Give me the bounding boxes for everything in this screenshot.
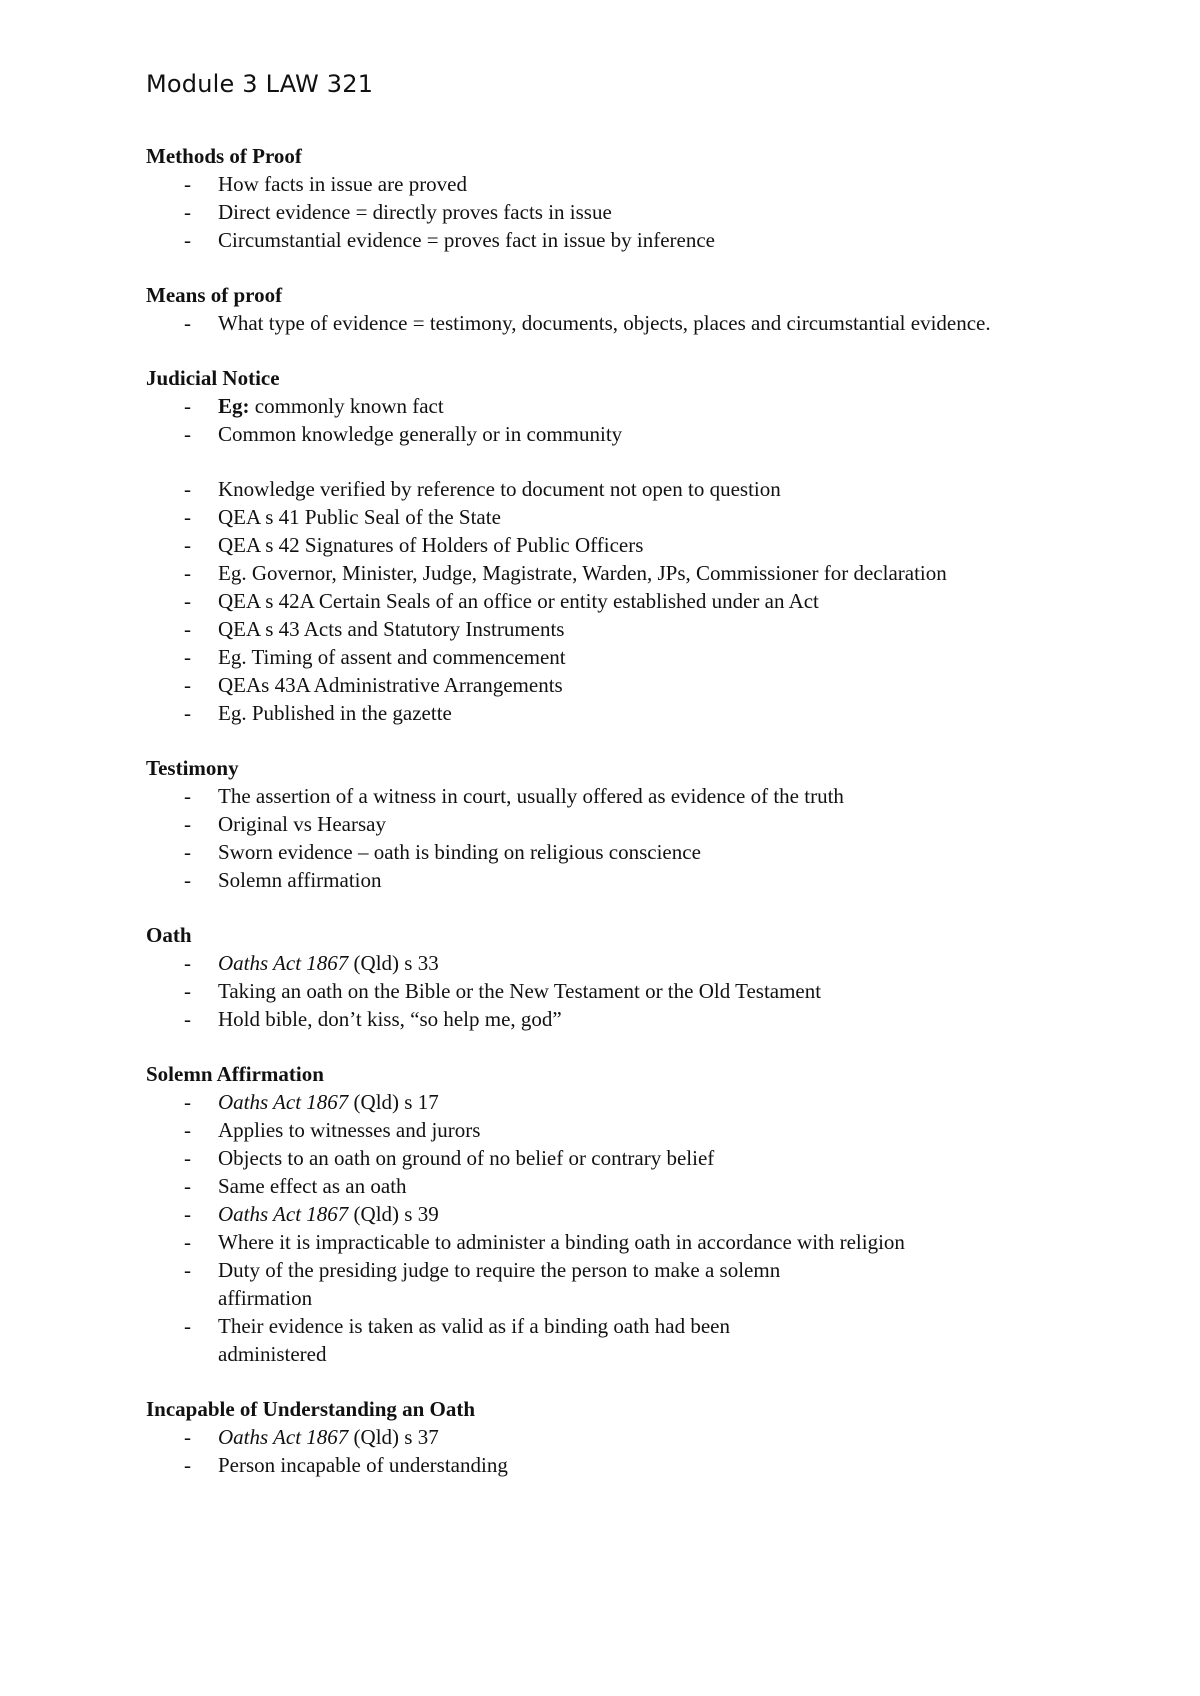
list-item [146, 531, 1060, 559]
bullet-dash: - [184, 311, 191, 335]
list-item [146, 1228, 1060, 1256]
list-item-text: Knowledge verified by reference to document not open to question [218, 477, 781, 501]
bullet-dash: - [184, 701, 191, 725]
list-item-text: Same effect as an oath [218, 1174, 407, 1198]
list-item-text: Circumstantial evidence = proves fact in issue by inference [218, 228, 715, 252]
bullet-dash: - [184, 1118, 191, 1142]
list-item-text: Duty of the presiding judge to require the person to make a solemn affirmation [218, 1258, 781, 1310]
bullet-dash: - [184, 200, 191, 224]
section-incapable-of-understanding-an-oath [146, 1395, 1060, 1479]
bullet-dash: - [184, 645, 191, 669]
document-title: Module 3 LAW 321 [146, 70, 374, 98]
list-item-text: What type of evidence = testimony, documents, objects, places and circumstantial evidence. [218, 311, 991, 335]
list-item [146, 1256, 818, 1312]
list-item [146, 671, 1060, 699]
bullet-dash: - [184, 477, 191, 501]
list-item [146, 309, 1060, 337]
bullet-dash: - [184, 951, 191, 975]
list-item-text: Applies to witnesses and jurors [218, 1118, 481, 1142]
list-item [146, 782, 1060, 810]
bullet-dash: - [184, 1202, 191, 1226]
list-item [146, 170, 1060, 198]
section-heading: Means of proof [146, 283, 283, 307]
list-item-text: The assertion of a witness in court, usually offered as evidence of the truth [218, 784, 844, 808]
bullet-list [146, 309, 1060, 337]
bullet-dash: - [184, 1230, 191, 1254]
list-item-text: (Qld) s 33 [348, 951, 439, 975]
section-oath [146, 921, 1060, 1033]
list-item-text: Solemn affirmation [218, 868, 382, 892]
bullet-dash: - [184, 673, 191, 697]
bullet-dash: - [184, 812, 191, 836]
list-item [146, 643, 1060, 671]
list-item [146, 1423, 1060, 1451]
list-item-text: Eg. Governor, Minister, Judge, Magistrate, Warden, JPs, Commissioner for declaration [218, 561, 947, 585]
list-item [146, 1088, 1060, 1116]
bullet-dash: - [184, 840, 191, 864]
bullet-dash: - [184, 172, 191, 196]
bullet-dash: - [184, 979, 191, 1003]
list-item [146, 699, 1060, 727]
bullet-list [146, 782, 1060, 894]
list-item [146, 587, 1060, 615]
section-heading: Incapable of Understanding an Oath [146, 1397, 476, 1421]
list-item [146, 1200, 1060, 1228]
bullet-dash: - [184, 1314, 191, 1338]
list-item [146, 866, 1060, 894]
bullet-dash: - [184, 1146, 191, 1170]
list-item-text: Original vs Hearsay [218, 812, 386, 836]
bullet-list [146, 1088, 1060, 1368]
section-testimony [146, 754, 1060, 894]
bullet-list [146, 392, 1060, 727]
list-item [146, 810, 1060, 838]
list-item-text: Eg. Timing of assent and commencement [218, 645, 566, 669]
bullet-dash: - [184, 1425, 191, 1449]
list-item-text: commonly known fact [249, 394, 444, 418]
bullet-dash: - [184, 589, 191, 613]
section-solemn-affirmation [146, 1060, 1060, 1368]
list-item-bold-text: Eg: [218, 394, 250, 418]
bullet-dash: - [184, 394, 191, 418]
list-item-text: QEAs 43A Administrative Arrangements [218, 673, 563, 697]
bullet-dash: - [184, 1258, 191, 1282]
section-heading: Oath [146, 923, 192, 947]
list-item [146, 1005, 1060, 1033]
list-item-text: Hold bible, don’t kiss, “so help me, god” [218, 1007, 562, 1031]
list-item [146, 420, 1060, 448]
list-item-text: Direct evidence = directly proves facts in issue [218, 200, 612, 224]
list-item [146, 949, 1060, 977]
list-item-text: How facts in issue are proved [218, 172, 468, 196]
bullet-dash: - [184, 784, 191, 808]
bullet-dash: - [184, 1090, 191, 1114]
list-item-text: Objects to an oath on ground of no belief or contrary belief [218, 1146, 715, 1170]
list-item-text: Taking an oath on the Bible or the New Testament or the Old Testament [218, 979, 822, 1003]
bullet-list [146, 949, 1060, 1033]
list-item [146, 615, 1060, 643]
list-item [146, 1451, 1060, 1479]
list-item [146, 559, 1060, 587]
bullet-dash: - [184, 533, 191, 557]
section-heading: Methods of Proof [146, 144, 302, 168]
list-item-text: QEA s 42A Certain Seals of an office or entity established under an Act [218, 589, 819, 613]
list-item [146, 1172, 1060, 1200]
list-item-text: Common knowledge generally or in community [218, 422, 623, 446]
list-item-text: (Qld) s 39 [348, 1202, 439, 1226]
list-item [146, 392, 1060, 420]
bullet-dash: - [184, 561, 191, 585]
list-item [146, 503, 1060, 531]
bullet-list [146, 170, 1060, 254]
bullet-dash: - [184, 1174, 191, 1198]
bullet-dash: - [184, 228, 191, 252]
section-heading: Solemn Affirmation [146, 1062, 324, 1086]
section-heading: Testimony [146, 756, 239, 780]
bullet-list [146, 1423, 1060, 1479]
document-body [146, 142, 1060, 1479]
list-item-text: Eg. Published in the gazette [218, 701, 452, 725]
list-item-text: (Qld) s 37 [348, 1425, 439, 1449]
list-item-text: Sworn evidence – oath is binding on religious conscience [218, 840, 701, 864]
list-item [146, 838, 1060, 866]
list-item-text: Where it is impracticable to administer a binding oath in accordance with religion [218, 1230, 905, 1254]
statute-name: Oaths Act 1867 [218, 1202, 349, 1226]
list-item [146, 977, 1060, 1005]
bullet-dash: - [184, 1453, 191, 1477]
bullet-dash: - [184, 505, 191, 529]
list-item [146, 475, 1060, 503]
list-item [146, 1144, 1060, 1172]
list-item-text: Their evidence is taken as valid as if a binding oath had been administered [218, 1314, 730, 1366]
statute-name: Oaths Act 1867 [218, 951, 349, 975]
bullet-dash: - [184, 1007, 191, 1031]
list-item [146, 1116, 1060, 1144]
statute-name: Oaths Act 1867 [218, 1090, 349, 1114]
bullet-dash: - [184, 617, 191, 641]
section-methods-of-proof [146, 142, 1060, 254]
list-item [146, 1312, 778, 1368]
list-item-text: QEA s 42 Signatures of Holders of Public Officers [218, 533, 644, 557]
section-means-of-proof [146, 281, 1060, 337]
list-item [146, 226, 1060, 254]
list-item-text: QEA s 41 Public Seal of the State [218, 505, 501, 529]
statute-name: Oaths Act 1867 [218, 1425, 349, 1449]
list-item-text: QEA s 43 Acts and Statutory Instruments [218, 617, 565, 641]
list-item [146, 198, 1060, 226]
bullet-dash: - [184, 422, 191, 446]
list-item-text: Person incapable of understanding [218, 1453, 508, 1477]
bullet-dash: - [184, 868, 191, 892]
list-item-text: (Qld) s 17 [348, 1090, 439, 1114]
section-judicial-notice [146, 364, 1060, 727]
section-heading: Judicial Notice [146, 366, 280, 390]
